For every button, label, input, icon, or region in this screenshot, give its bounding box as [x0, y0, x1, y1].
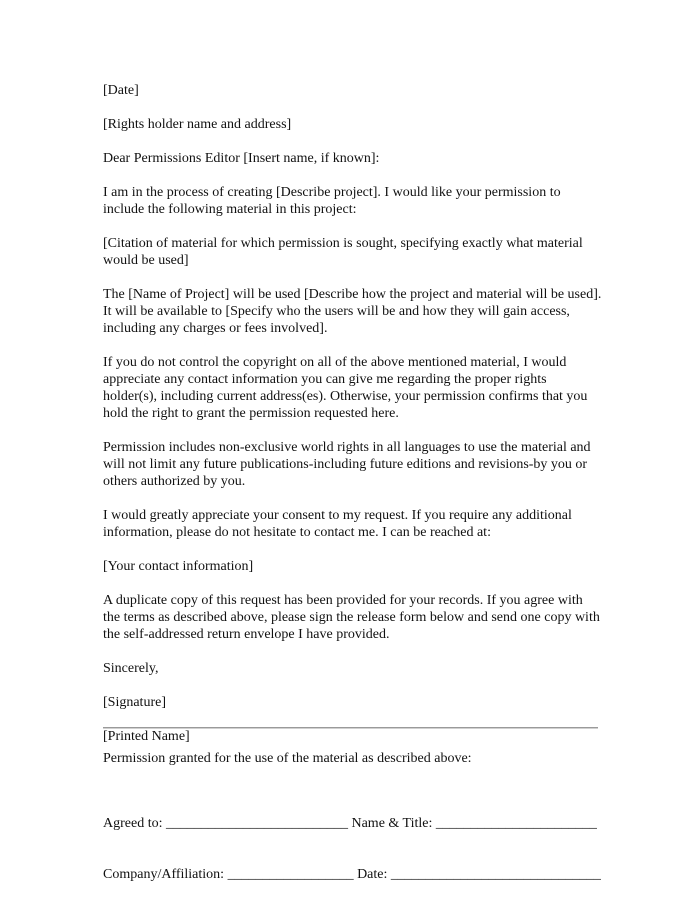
section-divider: [103, 727, 598, 729]
release-fields: [103, 781, 603, 906]
release-statement: Permission granted for the use of the material as described above:: [103, 751, 472, 766]
paragraph-rights: Permission includes non-exclusive world rights in all languages to use the material and will not limit any future publications-including future editions and revisions-by you or others authorized by you.: [103, 440, 591, 489]
date-placeholder: [Date]: [103, 83, 139, 98]
closing: Sincerely,: [103, 661, 159, 676]
company-date-row: Company/Affiliation: __________________ Date: ______________________________: [103, 867, 601, 882]
printed-name-placeholder: [Printed Name]: [103, 729, 190, 744]
salutation: Dear Permissions Editor [Insert name, if known]:: [103, 151, 380, 166]
paragraph-copyright: If you do not control the copyright on all of the above mentioned material, I would appreciate any contact information you can give me regarding the proper rights holder(s), including current address(es). Otherwise, your permission confirms that you hold the right to grant the permission requested here.: [103, 355, 588, 421]
paragraph-project: I am in the process of creating [Describe project]. I would like your permission to include the following material in this project:: [103, 185, 561, 217]
paragraph-duplicate: A duplicate copy of this request has been provided for your records. If you agree with the terms as described above, please sign the release form below and send one copy with the self-addressed return envelope I have provided.: [103, 593, 600, 642]
paragraph-consent: I would greatly appreciate your consent to my request. If you require any additional information, please do not hesitate to contact me. I can be reached at:: [103, 508, 572, 540]
paragraph-usage: The [Name of Project] will be used [Describe how the project and material will be used]. It will be available to [Specify who the users will be and how they will gain access, including any charges or fees involved].: [103, 287, 602, 336]
contact-placeholder: [Your contact information]: [103, 559, 254, 574]
paragraph-citation: [Citation of material for which permission is sought, specifying exactly what material would be used]: [103, 236, 583, 268]
rights-holder-placeholder: [Rights holder name and address]: [103, 117, 292, 132]
agreed-name-title-row: Agreed to: __________________________ Name & Title: _______________________: [103, 816, 597, 831]
release-section: [103, 750, 603, 767]
letter-body: [103, 82, 603, 762]
signature-placeholder: [Signature]: [103, 695, 166, 710]
